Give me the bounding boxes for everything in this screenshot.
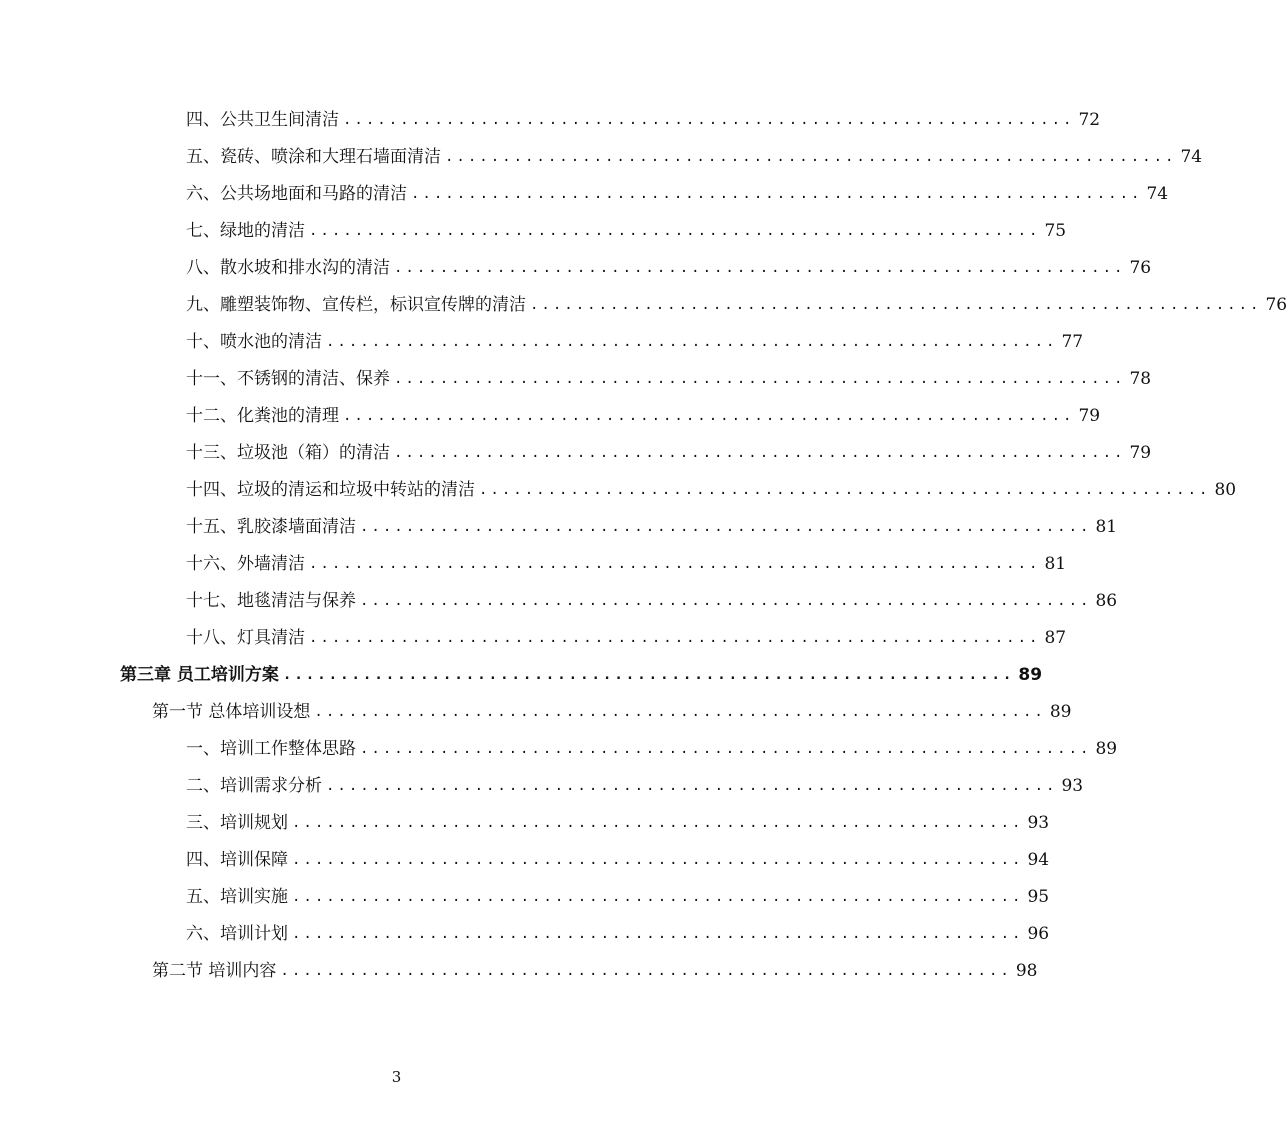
dot-leader: ................................................................ xyxy=(479,482,1211,498)
dot-leader: ................................................................ xyxy=(292,852,1024,868)
dot-leader: ................................................................ xyxy=(394,260,1126,276)
toc-entry[interactable] xyxy=(186,546,1067,583)
toc-entry-page: 93 xyxy=(1061,776,1084,796)
toc-entry-title: 第一节 总体培训设想 xyxy=(152,702,311,722)
dot-leader: ................................................................ xyxy=(343,112,1075,128)
toc-entry[interactable] xyxy=(186,213,1067,250)
toc-entry-title: 二、培训需求分析 xyxy=(186,776,322,796)
dot-leader: ................................................................ xyxy=(326,778,1058,794)
dot-leader: ................................................................ xyxy=(292,815,1024,831)
toc-entry[interactable] xyxy=(186,398,1101,435)
toc-entry-title: 第二节 培训内容 xyxy=(152,961,277,981)
toc-entry[interactable] xyxy=(186,805,1050,842)
toc-entry-page: 94 xyxy=(1027,850,1050,870)
toc-chapter-entry[interactable] xyxy=(120,657,1043,694)
toc-entry-title: 四、培训保障 xyxy=(186,850,288,870)
toc-entry-page: 86 xyxy=(1095,591,1118,611)
toc-entry[interactable] xyxy=(186,583,1118,620)
dot-leader: ................................................................ xyxy=(309,223,1041,239)
toc-entry-title: 五、瓷砖、喷涂和大理石墙面清洁 xyxy=(186,147,441,167)
toc-entry-title: 十四、垃圾的清运和垃圾中转站的清洁 xyxy=(186,480,475,500)
toc-entry[interactable] xyxy=(186,842,1050,879)
toc-entry-title: 一、培训工作整体思路 xyxy=(186,739,356,759)
dot-leader: ................................................................ xyxy=(411,186,1143,202)
dot-leader: ................................................................ xyxy=(326,334,1058,350)
toc-entry[interactable] xyxy=(186,731,1118,768)
toc-entry-page: 98 xyxy=(1015,961,1038,981)
toc-section-entry[interactable] xyxy=(152,694,1072,731)
toc-entry-page: 81 xyxy=(1095,517,1118,537)
dot-leader: ................................................................ xyxy=(394,371,1126,387)
toc-entry-page: 75 xyxy=(1044,221,1067,241)
toc-entry-page: 89 xyxy=(1095,739,1118,759)
toc-entry[interactable] xyxy=(186,472,1237,509)
toc-entry-title: 十六、外墙清洁 xyxy=(186,554,305,574)
toc-entry[interactable] xyxy=(186,879,1050,916)
dot-leader: ................................................................ xyxy=(343,408,1075,424)
toc-entry[interactable] xyxy=(186,620,1067,657)
toc-entry-title: 十五、乳胶漆墙面清洁 xyxy=(186,517,356,537)
dot-leader: ................................................................ xyxy=(445,149,1177,165)
dot-leader: ................................................................ xyxy=(292,889,1024,905)
toc-entry-page: 79 xyxy=(1129,443,1152,463)
dot-leader: ................................................................ xyxy=(282,667,1015,683)
dot-leader: ................................................................ xyxy=(292,926,1024,942)
toc-entry[interactable] xyxy=(186,361,1152,398)
toc-entry[interactable] xyxy=(186,102,1101,139)
toc-entry-title: 十一、不锈钢的清洁、保养 xyxy=(186,369,390,389)
dot-leader: ................................................................ xyxy=(530,297,1262,313)
toc-entry-page: 76 xyxy=(1265,295,1287,315)
toc-entry-page: 95 xyxy=(1027,887,1050,907)
toc-entry-page: 96 xyxy=(1027,924,1050,944)
toc-entry-title: 九、雕塑装饰物、宣传栏，标识宣传牌的清洁 xyxy=(186,295,526,315)
dot-leader: ................................................................ xyxy=(394,445,1126,461)
toc-entry-page: 89 xyxy=(1018,665,1043,685)
toc-entry-title: 十、喷水池的清洁 xyxy=(186,332,322,352)
toc-entry-title: 十三、垃圾池（箱）的清洁 xyxy=(186,443,390,463)
toc-entry-title: 六、培训计划 xyxy=(186,924,288,944)
toc-entry-title: 十八、灯具清洁 xyxy=(186,628,305,648)
dot-leader: ................................................................ xyxy=(360,593,1092,609)
toc-entry-page: 72 xyxy=(1078,110,1101,130)
toc-section-entry[interactable] xyxy=(152,953,1038,990)
toc-entry[interactable] xyxy=(186,139,1203,176)
toc-entry-title: 第三章 员工培训方案 xyxy=(120,665,279,685)
dot-leader: ................................................................ xyxy=(360,741,1092,757)
toc-entry[interactable] xyxy=(186,287,1287,324)
dot-leader: ................................................................ xyxy=(314,704,1046,720)
toc-entry-page: 74 xyxy=(1180,147,1203,167)
toc-entry-title: 三、培训规划 xyxy=(186,813,288,833)
toc-entry-page: 81 xyxy=(1044,554,1067,574)
toc-entry[interactable] xyxy=(186,324,1084,361)
toc-entry[interactable] xyxy=(186,250,1152,287)
page-number: 3 xyxy=(391,1068,402,1086)
toc-entry-page: 89 xyxy=(1049,702,1072,722)
toc-entry-page: 79 xyxy=(1078,406,1101,426)
toc-entry-page: 93 xyxy=(1027,813,1050,833)
toc-entry-page: 87 xyxy=(1044,628,1067,648)
toc-entry-title: 七、绿地的清洁 xyxy=(186,221,305,241)
toc-entry[interactable] xyxy=(186,176,1169,213)
toc-entry-page: 74 xyxy=(1146,184,1169,204)
dot-leader: ................................................................ xyxy=(309,630,1041,646)
toc-entry-page: 77 xyxy=(1061,332,1084,352)
toc-entry-title: 十七、地毯清洁与保养 xyxy=(186,591,356,611)
toc-entry[interactable] xyxy=(186,509,1118,546)
toc-entry-title: 四、公共卫生间清洁 xyxy=(186,110,339,130)
toc-entry-title: 十二、化粪池的清理 xyxy=(186,406,339,426)
dot-leader: ................................................................ xyxy=(309,556,1041,572)
toc-entry-page: 80 xyxy=(1214,480,1237,500)
toc-entry-title: 八、散水坡和排水沟的清洁 xyxy=(186,258,390,278)
dot-leader: ................................................................ xyxy=(360,519,1092,535)
toc-entry-page: 76 xyxy=(1129,258,1152,278)
toc-entry[interactable] xyxy=(186,435,1152,472)
dot-leader: ................................................................ xyxy=(280,963,1012,979)
toc-entry-page: 78 xyxy=(1129,369,1152,389)
toc-entry[interactable] xyxy=(186,768,1084,805)
toc-entry-title: 六、公共场地面和马路的清洁 xyxy=(186,184,407,204)
toc-entry[interactable] xyxy=(186,916,1050,953)
toc-entry-title: 五、培训实施 xyxy=(186,887,288,907)
